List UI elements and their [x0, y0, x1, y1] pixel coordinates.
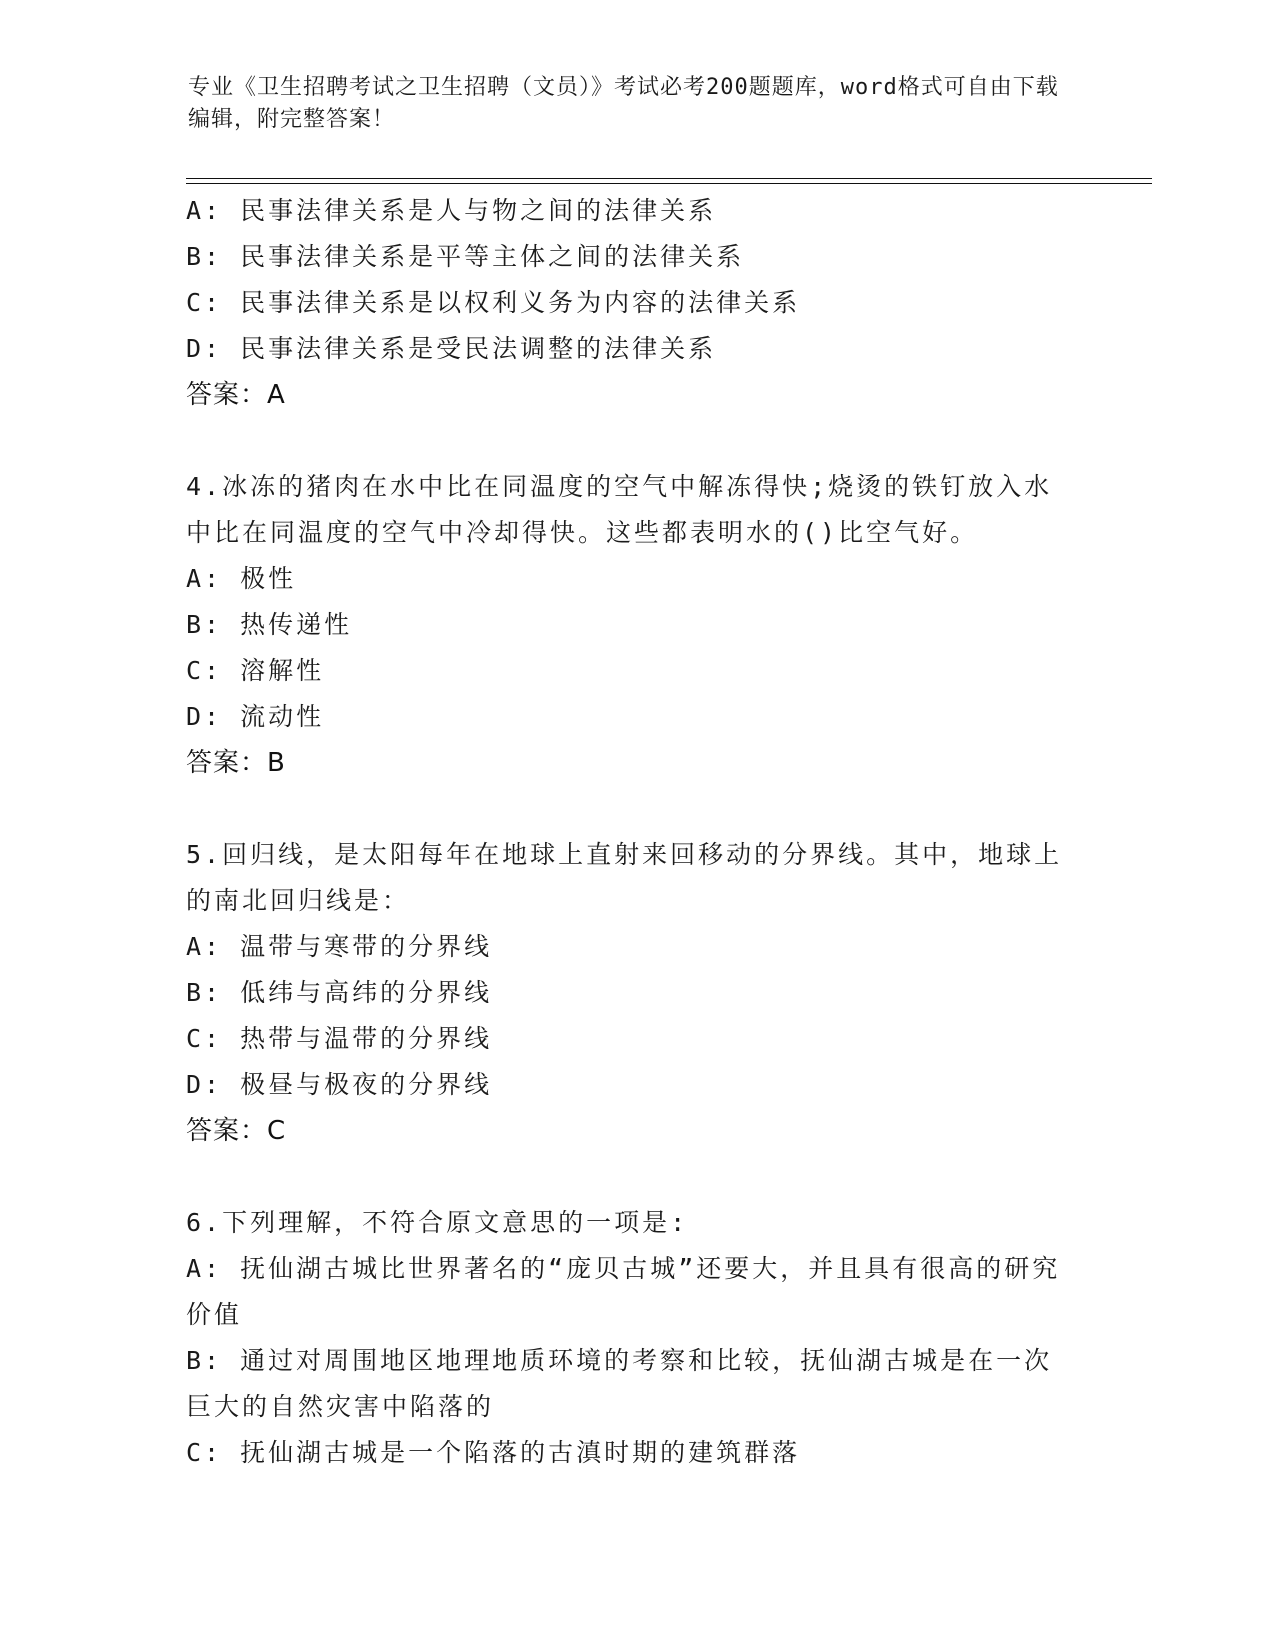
option-c: C: 民事法律关系是以权利义务为内容的法律关系: [186, 288, 801, 317]
question-6: [186, 1200, 1076, 1476]
header-divider-top: [186, 178, 1152, 179]
answer: 答案：A: [186, 380, 286, 410]
document-header: 专业《卫生招聘考试之卫生招聘（文员）》考试必考200题题库，word格式可自由下载编辑，附完整答案！: [188, 75, 1059, 132]
option-b: B: 低纬与高纬的分界线: [186, 978, 493, 1007]
option-d: D: 极昼与极夜的分界线: [186, 1070, 493, 1099]
header-divider-bottom: [186, 183, 1152, 184]
option-d: D: 民事法律关系是受民法调整的法律关系: [186, 334, 717, 363]
option-d: D: 流动性: [186, 702, 325, 731]
option-a: A: 抚仙湖古城比世界著名的“庞贝古城”还要大，并且具有很高的研究价值: [186, 1254, 1061, 1329]
question-4: [186, 464, 1076, 786]
option-a: A: 极性: [186, 564, 297, 593]
option-c: C: 抚仙湖古城是一个陷落的古滇时期的建筑群落: [186, 1438, 801, 1467]
spacer: [186, 786, 1076, 832]
option-a: A: 民事法律关系是人与物之间的法律关系: [186, 196, 717, 225]
spacer: [186, 418, 1076, 464]
question-3: [186, 188, 1076, 418]
option-c: C: 溶解性: [186, 656, 325, 685]
question-text: 6.下列理解，不符合原文意思的一项是:: [186, 1208, 689, 1237]
question-text: 4.冰冻的猪肉在水中比在同温度的空气中解冻得快;烧烫的铁钉放入水中比在同温度的空气中冷却得快。这些都表明水的()比空气好。: [186, 472, 1053, 547]
option-a: A: 温带与寒带的分界线: [186, 932, 493, 961]
answer: 答案：C: [186, 1116, 287, 1146]
spacer: [186, 1154, 1076, 1200]
question-text: 5.回归线，是太阳每年在地球上直射来回移动的分界线。其中，地球上的南北回归线是：: [186, 840, 1063, 915]
question-list: [186, 188, 1076, 1476]
question-5: [186, 832, 1076, 1154]
option-b: B: 通过对周围地区地理地质环境的考察和比较，抚仙湖古城是在一次巨大的自然灾害中陷落的: [186, 1346, 1053, 1421]
option-b: B: 热传递性: [186, 610, 353, 639]
answer: 答案：B: [186, 748, 286, 778]
option-c: C: 热带与温带的分界线: [186, 1024, 493, 1053]
option-b: B: 民事法律关系是平等主体之间的法律关系: [186, 242, 745, 271]
